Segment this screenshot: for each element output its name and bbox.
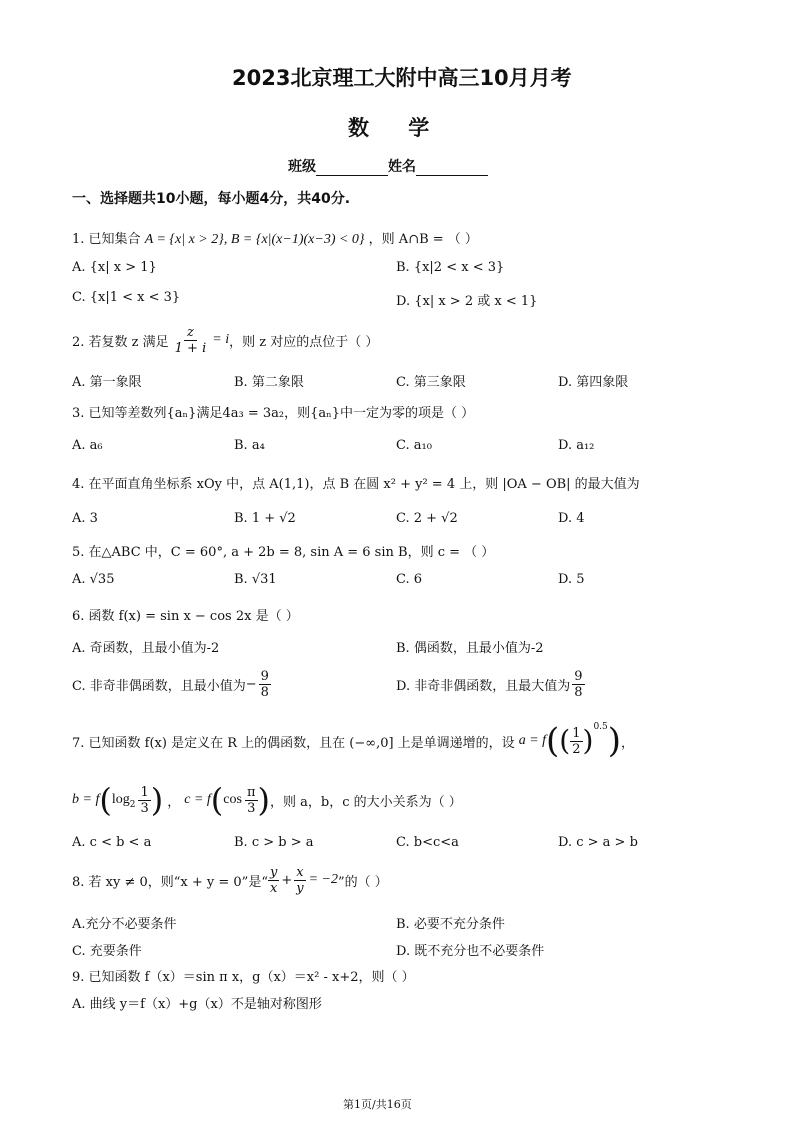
q2-option-b[interactable]: B. 第二象限 (234, 375, 304, 390)
q7-a-inner-close: ) (582, 724, 594, 757)
q7-b-den: 3 (140, 800, 149, 816)
q2-frac-den: 1 + i (174, 340, 207, 356)
q2-eq: = i (212, 332, 230, 347)
q5-option-c[interactable]: C. 6 (396, 572, 423, 587)
question-1 (72, 228, 478, 248)
q8-option-c[interactable]: C. 充要条件 (72, 944, 142, 959)
q1-tail: ，则 A∩B = （ ） (368, 232, 478, 247)
q1-option-b[interactable]: B. {x|2 < x < 3} (396, 260, 505, 275)
q1-math: A = {x| x > 2}, B = {x|(x−1)(x−3) < 0} (144, 232, 365, 247)
q2-option-d[interactable]: D. 第四象限 (558, 375, 629, 390)
q4-option-d[interactable]: D. 4 (558, 511, 585, 526)
q8-option-a[interactable]: A.充分不必要条件 (72, 917, 177, 932)
q7-option-a[interactable]: A. c < b < a (72, 835, 152, 850)
q7-a-exp: 0.5 (593, 722, 608, 732)
q1-stem: 1. 已知集合 (72, 232, 141, 247)
q2-tail: ，则 z 对应的点位于（ ） (229, 334, 379, 350)
q6-d-den: 8 (574, 684, 583, 700)
q7-a-den: 2 (572, 741, 581, 757)
q3-option-d[interactable]: D. a₁₂ (558, 438, 595, 453)
student-info (288, 156, 488, 176)
q8-frac2-num: x (296, 864, 304, 880)
question-7-line2: b = f ( log 2 $\frac{1}{3}$ ) ， c = f ( cos $\frac{\pi}{3}$ ) ，则 a，b，c 的大小关系为（ ） (72, 781, 462, 819)
q6-option-d[interactable] (396, 664, 585, 704)
q7-b-base: 2 (129, 800, 136, 810)
q8-eq: = −2 (308, 872, 339, 887)
question-7: 7. 已知函数 f(x) 是定义在 R 上的偶函数，且在 (−∞,0] 上是单调递增的，设 a = f ( ( $\frac{1}{2}$ ) 0.5 ) ， (72, 721, 635, 761)
q8-frac1 (268, 865, 279, 896)
q7-b-expr: b = f (72, 792, 100, 807)
q4-option-b[interactable]: B. 1 + √2 (234, 511, 296, 526)
q8-plus: + (281, 872, 293, 888)
q2-frac-num: z (184, 325, 197, 341)
q6-c-sign: − (245, 676, 257, 692)
q8-pre: 8. 若 xy ≠ 0，则“x + y = 0”是“ (72, 874, 268, 890)
q1-option-a[interactable]: A. {x| x > 1} (72, 260, 157, 275)
q5-option-b[interactable]: B. √31 (234, 572, 277, 587)
q7-a-num: 1 (572, 725, 581, 741)
q7-b-paren-close: ) (150, 781, 164, 819)
q5-option-a[interactable]: A. √35 (72, 572, 115, 587)
q2-stem: 2. 若复数 z 满足 (72, 334, 169, 350)
question-2 (72, 322, 378, 358)
q3-option-c[interactable]: C. a₁₀ (396, 438, 432, 453)
q6-option-b[interactable]: B. 偶函数，且最小值为-2 (396, 641, 544, 656)
subject-title: 数 学 (348, 116, 432, 140)
q7-c-cos: cos (223, 792, 242, 807)
q7-option-b[interactable]: B. c > b > a (234, 835, 314, 850)
q7-b-log: log (111, 792, 130, 807)
section-heading: 一、选择题共10小题，每小题4分，共40分. (72, 191, 351, 207)
q8-frac1-den: x (269, 880, 278, 896)
question-9: 9. 已知函数 f（x）＝sin π x，g（x）＝x² - x+2，则（ ） (72, 970, 415, 985)
q7-a-paren-close: ) (607, 721, 622, 761)
q7-a-fraction (570, 726, 582, 757)
q1-option-d[interactable]: D. {x| x > 2 或 x < 1} (396, 294, 538, 309)
q5-option-d[interactable]: D. 5 (558, 572, 585, 587)
q8-frac1-num: y (269, 864, 278, 880)
q7-b-paren-open: ( (99, 781, 112, 819)
page-footer: 第1页/共16页 (343, 1098, 412, 1111)
q7-c-den: 3 (247, 800, 256, 816)
q4-option-c[interactable]: C. 2 + √2 (396, 511, 458, 526)
q2-fraction (172, 325, 210, 356)
q2-option-c[interactable]: C. 第三象限 (396, 375, 466, 390)
q9-option-a[interactable]: A. 曲线 y＝f（x）+g（x）不是轴对称图形 (72, 997, 322, 1012)
q7-c-expr: c = f (184, 792, 211, 807)
q8-option-b[interactable]: B. 必要不充分条件 (396, 917, 505, 932)
question-6: 6. 函数 f(x) = sin x − cos 2x 是（ ） (72, 609, 299, 624)
q2-option-a[interactable]: A. 第一象限 (72, 375, 142, 390)
name-blank[interactable] (416, 161, 488, 176)
q7-line1: 7. 已知函数 f(x) 是定义在 R 上的偶函数，且在 (−∞,0] 上是单调递增的，设 (72, 735, 515, 751)
q7-tail: ，则 a，b，c 的大小关系为（ ） (269, 794, 462, 810)
q6-option-a[interactable]: A. 奇函数，且最小值为-2 (72, 641, 220, 656)
q1-option-c[interactable]: C. {x|1 < x < 3} (72, 290, 181, 305)
q8-frac2 (294, 865, 305, 896)
exam-title: 2023北京理工大附中高三10月月考 (232, 66, 572, 90)
question-3: 3. 已知等差数列{aₙ}满足4a₃ = 3a₂，则{aₙ}中一定为零的项是（ ） (72, 406, 475, 421)
q7-a-inner-open: ( (559, 724, 571, 757)
q6-c-den: 8 (260, 684, 269, 700)
q6-option-c[interactable] (72, 664, 271, 704)
q6-c-num: 9 (260, 668, 269, 684)
q7-c-paren-open: ( (210, 781, 224, 819)
q8-post: ”的（ ） (338, 874, 388, 890)
q7-c-fraction (245, 785, 258, 816)
q8-frac2-den: y (296, 880, 304, 896)
q6-d-num: 9 (574, 668, 583, 684)
q7-c-paren-close: ) (257, 781, 270, 819)
q6-d-fraction (572, 669, 584, 700)
q7-b-fraction (138, 785, 150, 816)
q8-option-d[interactable]: D. 既不充分也不必要条件 (396, 944, 545, 959)
class-label: 班级 (288, 159, 316, 175)
q7-b-num: 1 (140, 784, 149, 800)
q7-c-num: π (246, 784, 256, 800)
q7-a-expr: a = f (518, 733, 547, 748)
q7-a-paren-open: ( (546, 721, 560, 761)
question-5: 5. 在△ABC 中，C = 60°, a + 2b = 8, sin A = 6 sin B，则 c = （ ） (72, 545, 495, 560)
question-8 (72, 860, 388, 900)
q7-option-d[interactable]: D. c > a > b (558, 835, 638, 850)
q3-option-a[interactable]: A. a₆ (72, 438, 103, 453)
q6-c-text: C. 非奇非偶函数，且最小值为 (72, 678, 246, 694)
q3-option-b[interactable]: B. a₄ (234, 438, 265, 453)
q6-c-fraction (259, 669, 271, 700)
name-label: 姓名 (388, 159, 416, 175)
class-blank[interactable] (316, 161, 388, 176)
question-4: 4. 在平面直角坐标系 xOy 中，点 A(1,1)，点 B 在圆 x² + y² = 4 上，则 |OA − OB| 的最大值为 (72, 477, 640, 492)
q4-option-a[interactable]: A. 3 (72, 511, 98, 526)
q7-option-c[interactable]: C. b<c<a (396, 835, 459, 850)
q6-d-text: D. 非奇非偶函数，且最大值为 (396, 678, 571, 694)
